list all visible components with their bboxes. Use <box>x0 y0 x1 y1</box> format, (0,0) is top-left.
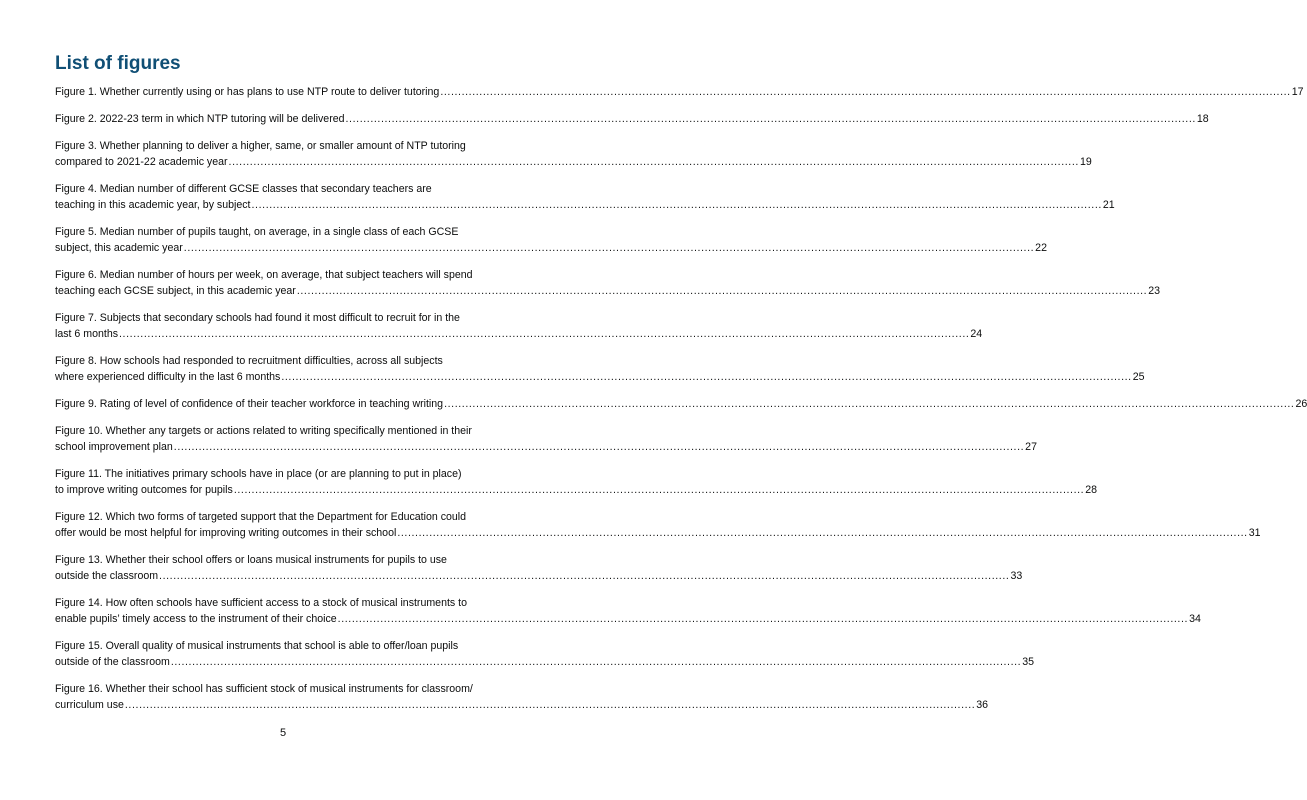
figure-entry-title-line: enable pupils’ timely access to the instrument of their choice <box>55 613 337 625</box>
figure-entry-title-line: Figure 2. 2022-23 term in which NTP tutoring will be delivered <box>55 113 345 125</box>
dot-leader <box>397 525 1247 541</box>
dot-leader <box>252 197 1102 213</box>
figure-entry-last-line <box>55 369 1145 385</box>
figure-entry-last-line <box>55 197 1115 213</box>
figure-entry-last-line <box>55 396 1307 412</box>
dot-leader <box>444 396 1294 412</box>
figure-page-number: 34 <box>1189 613 1201 625</box>
figure-page-number: 23 <box>1148 285 1161 297</box>
figure-entry[interactable] <box>55 681 989 713</box>
figure-entry[interactable] <box>55 396 1307 412</box>
figure-entry-title-line: Figure 6. Median number of hours per week, on average, that subject teachers will spend <box>55 269 473 281</box>
figure-page-number: 28 <box>1085 484 1098 496</box>
figure-entry[interactable] <box>55 466 1098 498</box>
figure-entry-title-line: outside the classroom <box>55 570 159 582</box>
figure-entry-title-line: Figure 16. Whether their school has sufficient stock of musical instruments for classroom/ <box>55 683 473 695</box>
figure-entry-last-line <box>55 568 1023 584</box>
dot-leader <box>346 111 1196 127</box>
figure-entry-title-line: Figure 11. The initiatives primary schools have in place (or are planning to put in place) <box>55 468 462 480</box>
figure-entry-last-line <box>55 697 989 713</box>
figure-entry-title-line: Figure 1. Whether currently using or has plans to use NTP route to deliver tutoring <box>55 86 440 98</box>
figure-entry[interactable] <box>55 638 1035 670</box>
figure-entry-title-line: to improve writing outcomes for pupils <box>55 484 233 496</box>
figure-entry-last-line <box>55 525 1261 541</box>
dot-leader <box>440 84 1290 100</box>
figure-entry-title-line: subject, this academic year <box>55 242 183 254</box>
figure-entry[interactable] <box>55 111 1209 127</box>
figure-entry-last-line <box>55 482 1098 498</box>
figure-entry-title-line: teaching each GCSE subject, in this academic year <box>55 285 296 297</box>
dot-leader <box>174 439 1024 455</box>
figure-page-number: 31 <box>1248 527 1261 539</box>
dot-leader <box>171 654 1021 670</box>
figure-entry-last-line <box>55 439 1037 455</box>
dot-leader <box>281 369 1131 385</box>
figure-entry[interactable] <box>55 267 1161 299</box>
figure-entry[interactable] <box>55 224 1047 256</box>
figure-entry-last-line <box>55 326 983 342</box>
figure-entry-title-line: Figure 3. Whether planning to deliver a higher, same, or smaller amount of NTP tutoring <box>55 140 466 152</box>
figure-page-number: 17 <box>1291 86 1304 98</box>
figure-entry[interactable] <box>55 138 1092 170</box>
dot-leader <box>234 482 1084 498</box>
figure-entry-title-line: Figure 7. Subjects that secondary schools had found it most difficult to recruit for in the <box>55 312 460 324</box>
figure-entry-title-line: curriculum use <box>55 699 124 711</box>
figure-entry-title-line: Figure 8. How schools had responded to recruitment difficulties, across all subjects <box>55 355 443 367</box>
figure-entry-title-line: Figure 15. Overall quality of musical instruments that school is able to offer/loan pupils <box>55 640 459 652</box>
figure-page-number: 24 <box>970 328 983 340</box>
dot-leader <box>338 611 1188 627</box>
dot-leader <box>229 154 1079 170</box>
figure-entry-last-line <box>55 611 1201 627</box>
dot-leader <box>184 240 1034 256</box>
figure-page-number: 35 <box>1022 656 1035 668</box>
figure-entry[interactable] <box>55 310 983 342</box>
figure-entry[interactable] <box>55 353 1145 385</box>
figure-entry-last-line <box>55 283 1161 299</box>
figure-page-number: 19 <box>1079 156 1092 168</box>
figure-entry-title-line: Figure 14. How often schools have sufficient access to a stock of musical instruments to <box>55 597 467 609</box>
list-of-figures-heading: List of figures <box>55 53 181 74</box>
figure-entry-title-line: school improvement plan <box>55 441 173 453</box>
dot-leader <box>297 283 1147 299</box>
page-number: 5 <box>279 727 287 739</box>
figure-page-number: 36 <box>976 699 989 711</box>
figure-entry-title-line: compared to 2021-22 academic year <box>55 156 228 168</box>
dot-leader <box>119 326 969 342</box>
figure-page-number: 22 <box>1035 242 1047 254</box>
figure-entry-title-line: Figure 12. Which two forms of targeted support that the Department for Education could <box>55 511 467 523</box>
dot-leader <box>159 568 1009 584</box>
figure-entry-title-line: offer would be most helpful for improving writing outcomes in their school <box>55 527 397 539</box>
figure-entry[interactable] <box>55 423 1037 455</box>
figure-page-number: 18 <box>1196 113 1209 125</box>
figure-page-number: 25 <box>1132 371 1145 383</box>
figure-entry-title-line: Figure 10. Whether any targets or actions related to writing specifically mentioned in their <box>55 425 472 437</box>
dot-leader <box>125 697 975 713</box>
figure-entry-last-line <box>55 111 1209 127</box>
figure-entry-title-line: Figure 13. Whether their school offers or loans musical instruments for pupils to use <box>55 554 447 566</box>
figure-entry-title-line: teaching in this academic year, by subject <box>55 199 251 211</box>
figure-entry-last-line <box>55 154 1092 170</box>
figure-entry[interactable] <box>55 84 1304 100</box>
figure-entry[interactable] <box>55 552 1023 584</box>
figure-entry-title-line: Figure 5. Median number of pupils taught, on average, in a single class of each GCSE <box>55 226 459 238</box>
figure-page-number: 26 <box>1295 398 1307 410</box>
figure-entry-title-line: outside of the classroom <box>55 656 170 668</box>
figure-entry-last-line <box>55 240 1047 256</box>
figure-entry-title-line: last 6 months <box>55 328 119 340</box>
figure-page-number: 33 <box>1010 570 1023 582</box>
figure-entry-last-line <box>55 654 1035 670</box>
figure-entry-title-line: where experienced difficulty in the last 6 months <box>55 371 281 383</box>
figure-page-number: 21 <box>1102 199 1115 211</box>
figure-entry-last-line <box>55 84 1304 100</box>
figures-list <box>55 84 1307 724</box>
figure-entry-title-line: Figure 4. Median number of different GCSE classes that secondary teachers are <box>55 183 432 195</box>
figure-page-number: 27 <box>1025 441 1037 453</box>
figure-entry[interactable] <box>55 181 1115 213</box>
figure-entry-title-line: Figure 9. Rating of level of confidence of their teacher workforce in teaching writing <box>55 398 444 410</box>
figure-entry[interactable] <box>55 509 1261 541</box>
figure-entry[interactable] <box>55 595 1201 627</box>
